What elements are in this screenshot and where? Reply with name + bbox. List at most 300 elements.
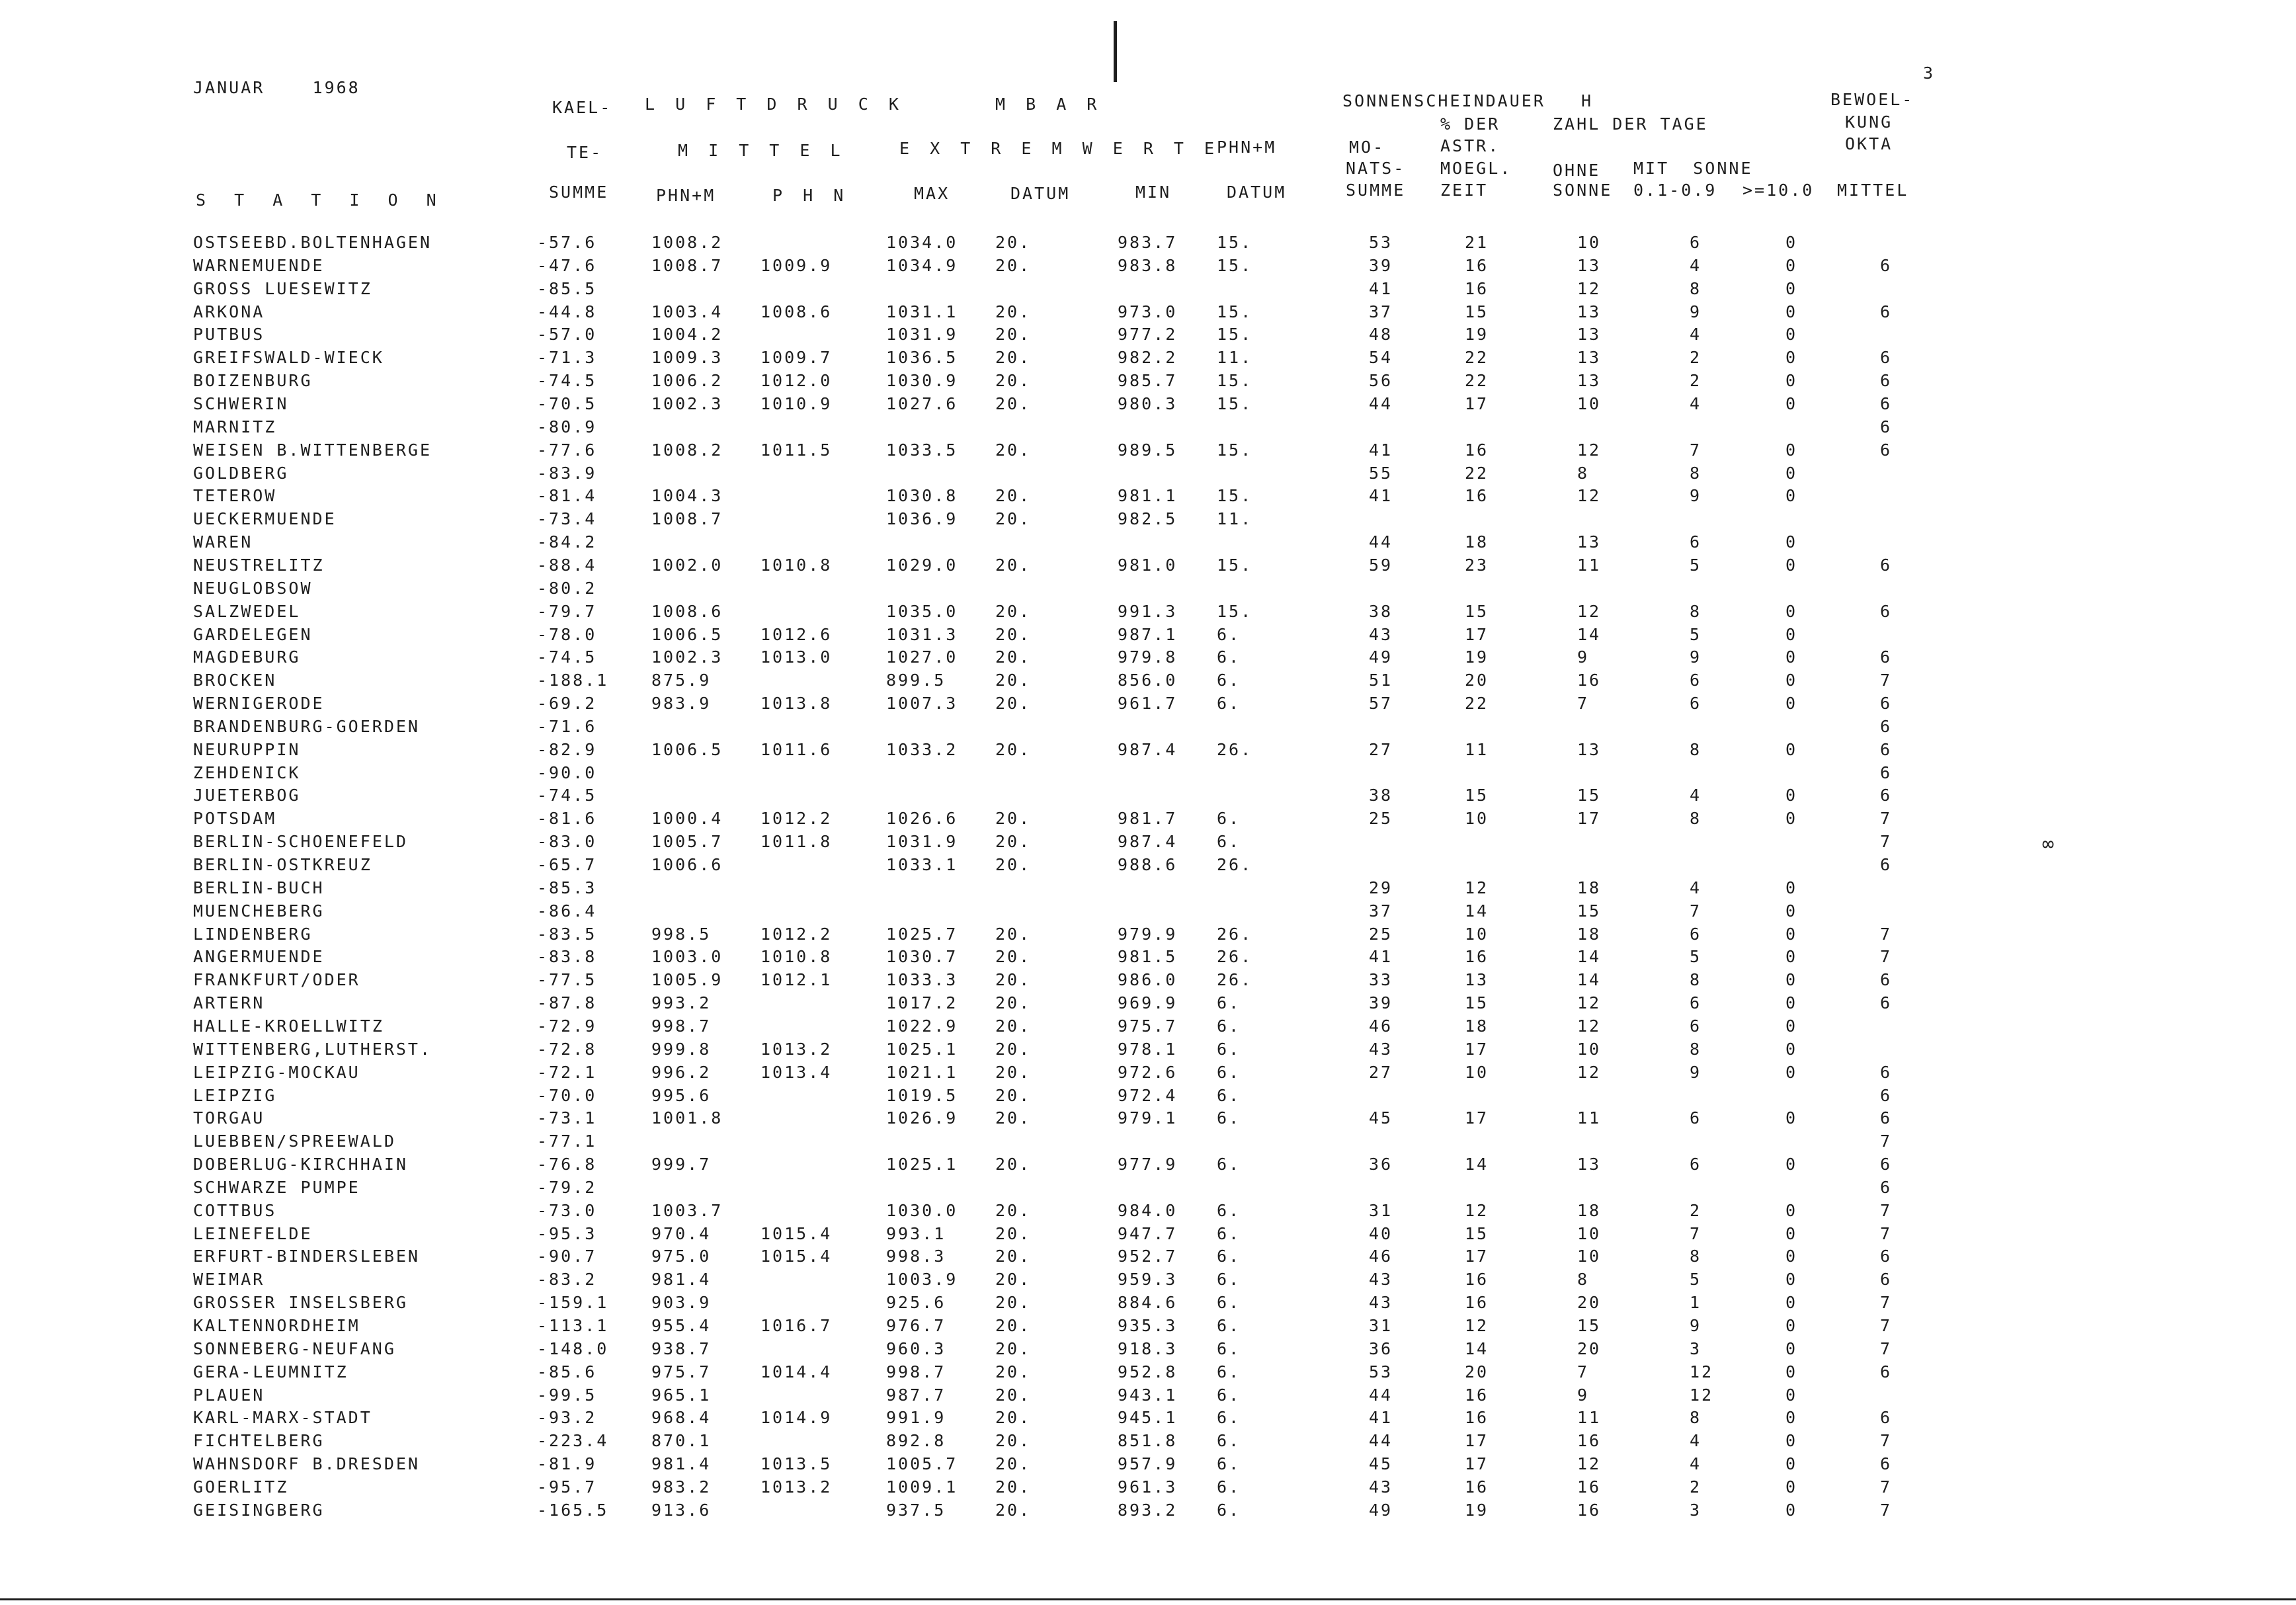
station-name: ARTERN — [193, 993, 265, 1012]
table-row — [0, 669, 2296, 692]
table-row — [0, 370, 2296, 392]
extrem-max: 1030.7 — [886, 947, 958, 967]
kaelte-summe: -90.7 — [537, 1247, 597, 1266]
tage-sonne-ge-10: 0 — [1785, 647, 1798, 667]
kaelte-summe: -74.5 — [537, 786, 597, 805]
table-row — [0, 1476, 2296, 1499]
datum-max: 20. — [995, 1016, 1032, 1036]
sonne-monatssumme: 41 — [1369, 947, 1393, 967]
tage-ohne-sonne: 17 — [1577, 809, 1602, 829]
station-name: ANGERMUENDE — [193, 947, 325, 967]
mittel-phnm: 1006.5 — [651, 624, 723, 644]
tage-sonne-0-1-0-9: 12 — [1690, 1362, 1714, 1381]
header-astr: ASTR. — [1440, 136, 1500, 155]
station-name: WARNEMUENDE — [193, 255, 325, 275]
mittel-phnm: 1003.0 — [651, 947, 723, 967]
tage-ohne-sonne: 18 — [1577, 878, 1602, 897]
station-name: MAGDEBURG — [193, 647, 301, 667]
tage-sonne-ge-10: 0 — [1785, 970, 1798, 990]
datum-max: 20. — [995, 1362, 1032, 1381]
tage-sonne-ge-10: 0 — [1785, 1293, 1798, 1313]
datum-max: 20. — [995, 348, 1032, 368]
sonne-monatssumme: 45 — [1369, 1454, 1393, 1474]
mittel-phnm: 955.4 — [651, 1316, 712, 1335]
extrem-max: 1035.0 — [886, 601, 958, 621]
table-row — [0, 923, 2296, 946]
tage-sonne-ge-10: 0 — [1785, 1016, 1798, 1036]
extrem-min: 983.7 — [1118, 233, 1178, 252]
extrem-max: 1022.9 — [886, 1016, 958, 1036]
station-name: MUENCHEBERG — [193, 901, 325, 921]
sonne-monatssumme: 41 — [1369, 278, 1393, 298]
extrem-max: 892.8 — [886, 1431, 946, 1451]
bewoelkung-mittel: 6 — [1880, 694, 1893, 713]
station-name: WAHNSDORF B.DRESDEN — [193, 1454, 420, 1474]
extrem-min: 987.4 — [1118, 739, 1178, 759]
tage-sonne-ge-10: 0 — [1785, 924, 1798, 944]
tage-ohne-sonne: 16 — [1577, 671, 1602, 690]
mittel-phn: 1015.4 — [760, 1247, 833, 1266]
kaelte-summe: -77.6 — [537, 440, 597, 460]
extrem-max: 1025.7 — [886, 924, 958, 944]
table-row — [0, 1453, 2296, 1475]
sonne-pct-astr: 16 — [1465, 255, 1489, 275]
bewoelkung-mittel: 6 — [1880, 1270, 1893, 1290]
kaelte-summe: -90.0 — [537, 762, 597, 782]
kaelte-summe: -70.5 — [537, 394, 597, 413]
extrem-max: 1033.2 — [886, 739, 958, 759]
mittel-phnm: 913.6 — [651, 1500, 712, 1520]
datum-max: 20. — [995, 1500, 1032, 1520]
extrem-max: 1003.9 — [886, 1270, 958, 1290]
datum-max: 20. — [995, 509, 1032, 529]
bewoelkung-mittel: 6 — [1880, 1062, 1893, 1082]
sonne-monatssumme: 57 — [1369, 694, 1393, 713]
kaelte-summe: -71.6 — [537, 716, 597, 736]
extrem-min: 972.6 — [1118, 1062, 1178, 1082]
extrem-max: 1030.0 — [886, 1200, 958, 1220]
extrem-max: 1019.5 — [886, 1085, 958, 1105]
datum-max: 20. — [995, 993, 1032, 1012]
table-row — [0, 1268, 2296, 1291]
extrem-max: 1036.5 — [886, 348, 958, 368]
tage-ohne-sonne: 9 — [1577, 647, 1590, 667]
kaelte-summe: -83.0 — [537, 832, 597, 852]
mittel-phnm: 998.5 — [651, 924, 712, 944]
mittel-phnm: 1002.0 — [651, 555, 723, 575]
tage-sonne-ge-10: 0 — [1785, 878, 1798, 897]
sonne-pct-astr: 20 — [1465, 1362, 1489, 1381]
kaelte-summe: -148.0 — [537, 1338, 609, 1358]
header-mittel: M I T T E L — [678, 141, 846, 160]
header-zahl-der-tage: ZAHL DER TAGE — [1553, 114, 1708, 134]
station-name: GOLDBERG — [193, 463, 289, 483]
sonne-monatssumme: 25 — [1369, 809, 1393, 829]
datum-min: 6. — [1217, 1477, 1241, 1497]
bewoelkung-mittel: 6 — [1880, 762, 1893, 782]
datum-max: 20. — [995, 1247, 1032, 1266]
tage-sonne-ge-10: 0 — [1785, 255, 1798, 275]
extrem-min: 969.9 — [1118, 993, 1178, 1012]
station-name: KALTENNORDHEIM — [193, 1316, 360, 1335]
tage-sonne-0-1-0-9: 7 — [1690, 901, 1702, 921]
datum-min: 6. — [1217, 993, 1241, 1012]
table-row — [0, 1038, 2296, 1061]
extrem-min: 984.0 — [1118, 1200, 1178, 1220]
table-row — [0, 762, 2296, 784]
tage-sonne-0-1-0-9: 7 — [1690, 440, 1702, 460]
bewoelkung-mittel: 6 — [1880, 601, 1893, 621]
header-summe: SUMME — [549, 183, 609, 202]
station-name: NEUSTRELITZ — [193, 555, 325, 575]
bewoelkung-mittel: 6 — [1880, 1408, 1893, 1428]
bewoelkung-mittel: 6 — [1880, 371, 1893, 391]
sonne-monatssumme: 33 — [1369, 970, 1393, 990]
mittel-phn: 1011.8 — [760, 832, 833, 852]
sonne-monatssumme: 51 — [1369, 671, 1393, 690]
datum-max: 20. — [995, 924, 1032, 944]
table-row — [0, 992, 2296, 1014]
tage-ohne-sonne: 16 — [1577, 1500, 1602, 1520]
tage-sonne-ge-10: 0 — [1785, 1200, 1798, 1220]
station-name: SCHWERIN — [193, 394, 289, 413]
tage-sonne-0-1-0-9: 8 — [1690, 1247, 1702, 1266]
mittel-phnm: 1002.3 — [651, 394, 723, 413]
mittel-phn: 1012.2 — [760, 809, 833, 829]
table-row — [0, 1361, 2296, 1383]
datum-max: 20. — [995, 255, 1032, 275]
sonne-pct-astr: 10 — [1465, 809, 1489, 829]
datum-min: 6. — [1217, 1431, 1241, 1451]
table-row — [0, 508, 2296, 530]
bewoelkung-mittel: 7 — [1880, 924, 1893, 944]
datum-max: 20. — [995, 302, 1032, 321]
mittel-phnm: 970.4 — [651, 1223, 712, 1243]
kaelte-summe: -71.3 — [537, 348, 597, 368]
header-ohne: OHNE — [1553, 161, 1601, 180]
bewoelkung-mittel: 6 — [1880, 555, 1893, 575]
header-zeit: ZEIT — [1440, 181, 1489, 200]
kaelte-summe: -82.9 — [537, 739, 597, 759]
table-row — [0, 784, 2296, 807]
tage-sonne-0-1-0-9: 9 — [1690, 1062, 1702, 1082]
table-row — [0, 278, 2296, 300]
kaelte-summe: -80.9 — [537, 417, 597, 436]
table-row — [0, 1015, 2296, 1038]
mittel-phnm: 1008.7 — [651, 255, 723, 275]
datum-min: 6. — [1217, 1338, 1241, 1358]
extrem-min: 975.7 — [1118, 1016, 1178, 1036]
tage-sonne-ge-10: 0 — [1785, 394, 1798, 413]
tage-sonne-0-1-0-9: 4 — [1690, 1431, 1702, 1451]
tage-sonne-ge-10: 0 — [1785, 1247, 1798, 1266]
tage-sonne-0-1-0-9: 6 — [1690, 993, 1702, 1012]
mittel-phnm: 998.7 — [651, 1016, 712, 1036]
mittel-phnm: 1001.8 — [651, 1108, 723, 1128]
tage-sonne-0-1-0-9: 2 — [1690, 1200, 1702, 1220]
table-row — [0, 946, 2296, 968]
extrem-max: 899.5 — [886, 671, 946, 690]
kaelte-summe: -95.7 — [537, 1477, 597, 1497]
extrem-min: 945.1 — [1118, 1408, 1178, 1428]
station-name: NEURUPPIN — [193, 739, 301, 759]
datum-max: 20. — [995, 832, 1032, 852]
tage-sonne-ge-10: 0 — [1785, 624, 1798, 644]
bewoelkung-mittel: 6 — [1880, 394, 1893, 413]
kaelte-summe: -77.5 — [537, 970, 597, 990]
station-name: GERA-LEUMNITZ — [193, 1362, 348, 1381]
table-row — [0, 1292, 2296, 1314]
header-max: MAX — [914, 184, 950, 203]
extrem-min: 947.7 — [1118, 1223, 1178, 1243]
extrem-max: 1034.0 — [886, 233, 958, 252]
extrem-min: 979.1 — [1118, 1108, 1178, 1128]
tage-sonne-0-1-0-9: 5 — [1690, 555, 1702, 575]
tage-sonne-0-1-0-9: 4 — [1690, 394, 1702, 413]
table-row — [0, 1085, 2296, 1107]
extrem-max: 998.3 — [886, 1247, 946, 1266]
sonne-monatssumme: 49 — [1369, 1500, 1393, 1520]
kaelte-summe: -85.5 — [537, 278, 597, 298]
extrem-min: 977.9 — [1118, 1155, 1178, 1174]
tage-sonne-0-1-0-9: 2 — [1690, 1477, 1702, 1497]
header-mit-sonne: MIT SONNE — [1633, 159, 1753, 178]
kaelte-summe: -223.4 — [537, 1431, 609, 1451]
sonne-monatssumme: 43 — [1369, 1477, 1393, 1497]
table-row — [0, 969, 2296, 991]
tage-ohne-sonne: 13 — [1577, 1155, 1602, 1174]
tage-ohne-sonne: 8 — [1577, 463, 1590, 483]
vertical-bar-mark — [1114, 21, 1117, 82]
tage-sonne-ge-10: 0 — [1785, 1408, 1798, 1428]
datum-max: 20. — [995, 394, 1032, 413]
bewoelkung-mittel: 6 — [1880, 1177, 1893, 1197]
datum-max: 20. — [995, 624, 1032, 644]
datum-min: 15. — [1217, 440, 1253, 460]
tage-ohne-sonne: 10 — [1577, 1223, 1602, 1243]
tage-sonne-ge-10: 0 — [1785, 348, 1798, 368]
header-phnm-extreme: PHN+M — [1217, 138, 1277, 157]
extrem-max: 1030.8 — [886, 486, 958, 506]
bewoelkung-mittel: 6 — [1880, 993, 1893, 1012]
tage-sonne-0-1-0-9: 8 — [1690, 1408, 1702, 1428]
station-name: HALLE-KROELLWITZ — [193, 1016, 384, 1036]
tage-ohne-sonne: 9 — [1577, 1385, 1590, 1405]
bewoelkung-mittel: 6 — [1880, 348, 1893, 368]
extrem-min: 978.1 — [1118, 1039, 1178, 1059]
table-row — [0, 255, 2296, 277]
extrem-min: 991.3 — [1118, 601, 1178, 621]
mittel-phnm: 1004.2 — [651, 325, 723, 345]
extrem-min: 959.3 — [1118, 1270, 1178, 1290]
tage-sonne-ge-10: 0 — [1785, 1108, 1798, 1128]
tage-sonne-ge-10: 0 — [1785, 325, 1798, 345]
sonne-monatssumme: 37 — [1369, 901, 1393, 921]
table-row — [0, 900, 2296, 923]
station-name: LEINEFELDE — [193, 1223, 313, 1243]
datum-min: 6. — [1217, 1500, 1241, 1520]
tage-sonne-ge-10: 0 — [1785, 993, 1798, 1012]
extrem-min: 943.1 — [1118, 1385, 1178, 1405]
mittel-phn: 1014.9 — [760, 1408, 833, 1428]
sonne-monatssumme: 41 — [1369, 440, 1393, 460]
station-name: BERLIN-BUCH — [193, 878, 325, 897]
bewoelkung-mittel: 7 — [1880, 1223, 1893, 1243]
header-kael: KAEL- — [552, 98, 612, 117]
tage-sonne-ge-10: 0 — [1785, 278, 1798, 298]
tage-ohne-sonne: 12 — [1577, 1062, 1602, 1082]
bewoelkung-mittel: 7 — [1880, 1316, 1893, 1335]
table-row — [0, 1407, 2296, 1429]
kaelte-summe: -86.4 — [537, 901, 597, 921]
sonne-pct-astr: 15 — [1465, 302, 1489, 321]
datum-max: 20. — [995, 947, 1032, 967]
table-row — [0, 231, 2296, 254]
datum-min: 15. — [1217, 371, 1253, 391]
extrem-max: 1029.0 — [886, 555, 958, 575]
header-okta: OKTA — [1845, 134, 1893, 153]
sonne-monatssumme: 27 — [1369, 1062, 1393, 1082]
datum-min: 6. — [1217, 1039, 1241, 1059]
tage-sonne-0-1-0-9: 9 — [1690, 1316, 1702, 1335]
extrem-min: 952.8 — [1118, 1362, 1178, 1381]
bewoelkung-mittel: 7 — [1880, 1500, 1893, 1520]
station-name: TETEROW — [193, 486, 277, 506]
extrem-max: 925.6 — [886, 1293, 946, 1313]
datum-min: 6. — [1217, 1108, 1241, 1128]
tage-ohne-sonne: 10 — [1577, 233, 1602, 252]
datum-max: 20. — [995, 1408, 1032, 1428]
mittel-phnm: 965.1 — [651, 1385, 712, 1405]
datum-min: 6. — [1217, 694, 1241, 713]
mittel-phnm: 1008.6 — [651, 601, 723, 621]
tage-ohne-sonne: 16 — [1577, 1477, 1602, 1497]
kaelte-summe: -57.0 — [537, 325, 597, 345]
kaelte-summe: -81.9 — [537, 1454, 597, 1474]
sonne-monatssumme: 59 — [1369, 555, 1393, 575]
kaelte-summe: -73.0 — [537, 1200, 597, 1220]
sonne-pct-astr: 17 — [1465, 1108, 1489, 1128]
kaelte-summe: -95.3 — [537, 1223, 597, 1243]
table-row — [0, 739, 2296, 761]
tage-sonne-ge-10: 0 — [1785, 694, 1798, 713]
tage-ohne-sonne: 16 — [1577, 1431, 1602, 1451]
tage-ohne-sonne: 11 — [1577, 1108, 1602, 1128]
datum-min: 6. — [1217, 1408, 1241, 1428]
datum-max: 20. — [995, 601, 1032, 621]
bewoelkung-mittel: 7 — [1880, 1477, 1893, 1497]
station-name: LINDENBERG — [193, 924, 313, 944]
extrem-max: 993.1 — [886, 1223, 946, 1243]
tage-sonne-0-1-0-9: 5 — [1690, 947, 1702, 967]
sonne-pct-astr: 17 — [1465, 1431, 1489, 1451]
sonne-monatssumme: 38 — [1369, 601, 1393, 621]
header-mbar: M B A R — [995, 95, 1102, 114]
kaelte-summe: -99.5 — [537, 1385, 597, 1405]
kaelte-summe: -188.1 — [537, 671, 609, 690]
tage-sonne-0-1-0-9: 8 — [1690, 278, 1702, 298]
mittel-phnm: 1008.2 — [651, 440, 723, 460]
tage-sonne-ge-10: 0 — [1785, 1362, 1798, 1381]
sonne-monatssumme: 53 — [1369, 1362, 1393, 1381]
table-row — [0, 600, 2296, 623]
datum-max: 20. — [995, 325, 1032, 345]
datum-min: 26. — [1217, 924, 1253, 944]
tage-sonne-ge-10: 0 — [1785, 1477, 1798, 1497]
tage-sonne-0-1-0-9: 3 — [1690, 1500, 1702, 1520]
datum-min: 6. — [1217, 647, 1241, 667]
bewoelkung-mittel: 6 — [1880, 786, 1893, 805]
tage-sonne-ge-10: 0 — [1785, 440, 1798, 460]
table-row — [0, 416, 2296, 438]
sonne-pct-astr: 14 — [1465, 901, 1489, 921]
tage-sonne-ge-10: 0 — [1785, 233, 1798, 252]
mittel-phnm: 1008.7 — [651, 509, 723, 529]
station-name: GROSSER INSELSBERG — [193, 1293, 408, 1313]
kaelte-summe: -88.4 — [537, 555, 597, 575]
sonne-monatssumme: 41 — [1369, 1408, 1393, 1428]
station-name: POTSDAM — [193, 809, 277, 829]
bewoelkung-mittel: 7 — [1880, 832, 1893, 852]
kaelte-summe: -76.8 — [537, 1155, 597, 1174]
tage-ohne-sonne: 12 — [1577, 278, 1602, 298]
mittel-phn: 1011.5 — [760, 440, 833, 460]
tage-sonne-ge-10: 0 — [1785, 1155, 1798, 1174]
header-nats: NATS- — [1346, 159, 1406, 178]
tage-sonne-ge-10: 0 — [1785, 1039, 1798, 1059]
extrem-max: 1025.1 — [886, 1039, 958, 1059]
sonne-pct-astr: 16 — [1465, 1270, 1489, 1290]
tage-ohne-sonne: 10 — [1577, 1039, 1602, 1059]
mittel-phnm: 999.7 — [651, 1155, 712, 1174]
sonne-pct-astr: 16 — [1465, 1385, 1489, 1405]
table-row — [0, 577, 2296, 600]
mittel-phnm: 1009.3 — [651, 348, 723, 368]
station-name: BERLIN-SCHOENEFELD — [193, 832, 408, 852]
tage-sonne-ge-10: 0 — [1785, 1454, 1798, 1474]
datum-min: 11. — [1217, 509, 1253, 529]
mittel-phnm: 981.4 — [651, 1270, 712, 1290]
tage-sonne-ge-10: 0 — [1785, 486, 1798, 506]
mittel-phnm: 1002.3 — [651, 647, 723, 667]
mittel-phn: 1008.6 — [760, 302, 833, 321]
tage-ohne-sonne: 18 — [1577, 924, 1602, 944]
sonne-monatssumme: 44 — [1369, 1431, 1393, 1451]
extrem-max: 1033.1 — [886, 855, 958, 874]
mittel-phnm: 1005.7 — [651, 832, 723, 852]
datum-max: 20. — [995, 809, 1032, 829]
kaelte-summe: -77.1 — [537, 1132, 597, 1151]
sonne-pct-astr: 21 — [1465, 233, 1489, 252]
tage-sonne-0-1-0-9: 7 — [1690, 1223, 1702, 1243]
table-row — [0, 1107, 2296, 1130]
header-bewoel: BEWOEL- — [1830, 90, 1914, 109]
tage-sonne-ge-10: 0 — [1785, 555, 1798, 575]
datum-min: 15. — [1217, 302, 1253, 321]
tage-sonne-0-1-0-9: 6 — [1690, 233, 1702, 252]
sonne-monatssumme: 41 — [1369, 486, 1393, 506]
mittel-phnm: 938.7 — [651, 1338, 712, 1358]
datum-min: 6. — [1217, 1454, 1241, 1474]
table-row — [0, 301, 2296, 323]
datum-min: 6. — [1217, 1062, 1241, 1082]
tage-sonne-0-1-0-9: 4 — [1690, 786, 1702, 805]
extrem-min: 977.2 — [1118, 325, 1178, 345]
extrem-max: 976.7 — [886, 1316, 946, 1335]
extrem-max: 1027.0 — [886, 647, 958, 667]
table-row — [0, 1200, 2296, 1222]
mittel-phnm: 1000.4 — [651, 809, 723, 829]
